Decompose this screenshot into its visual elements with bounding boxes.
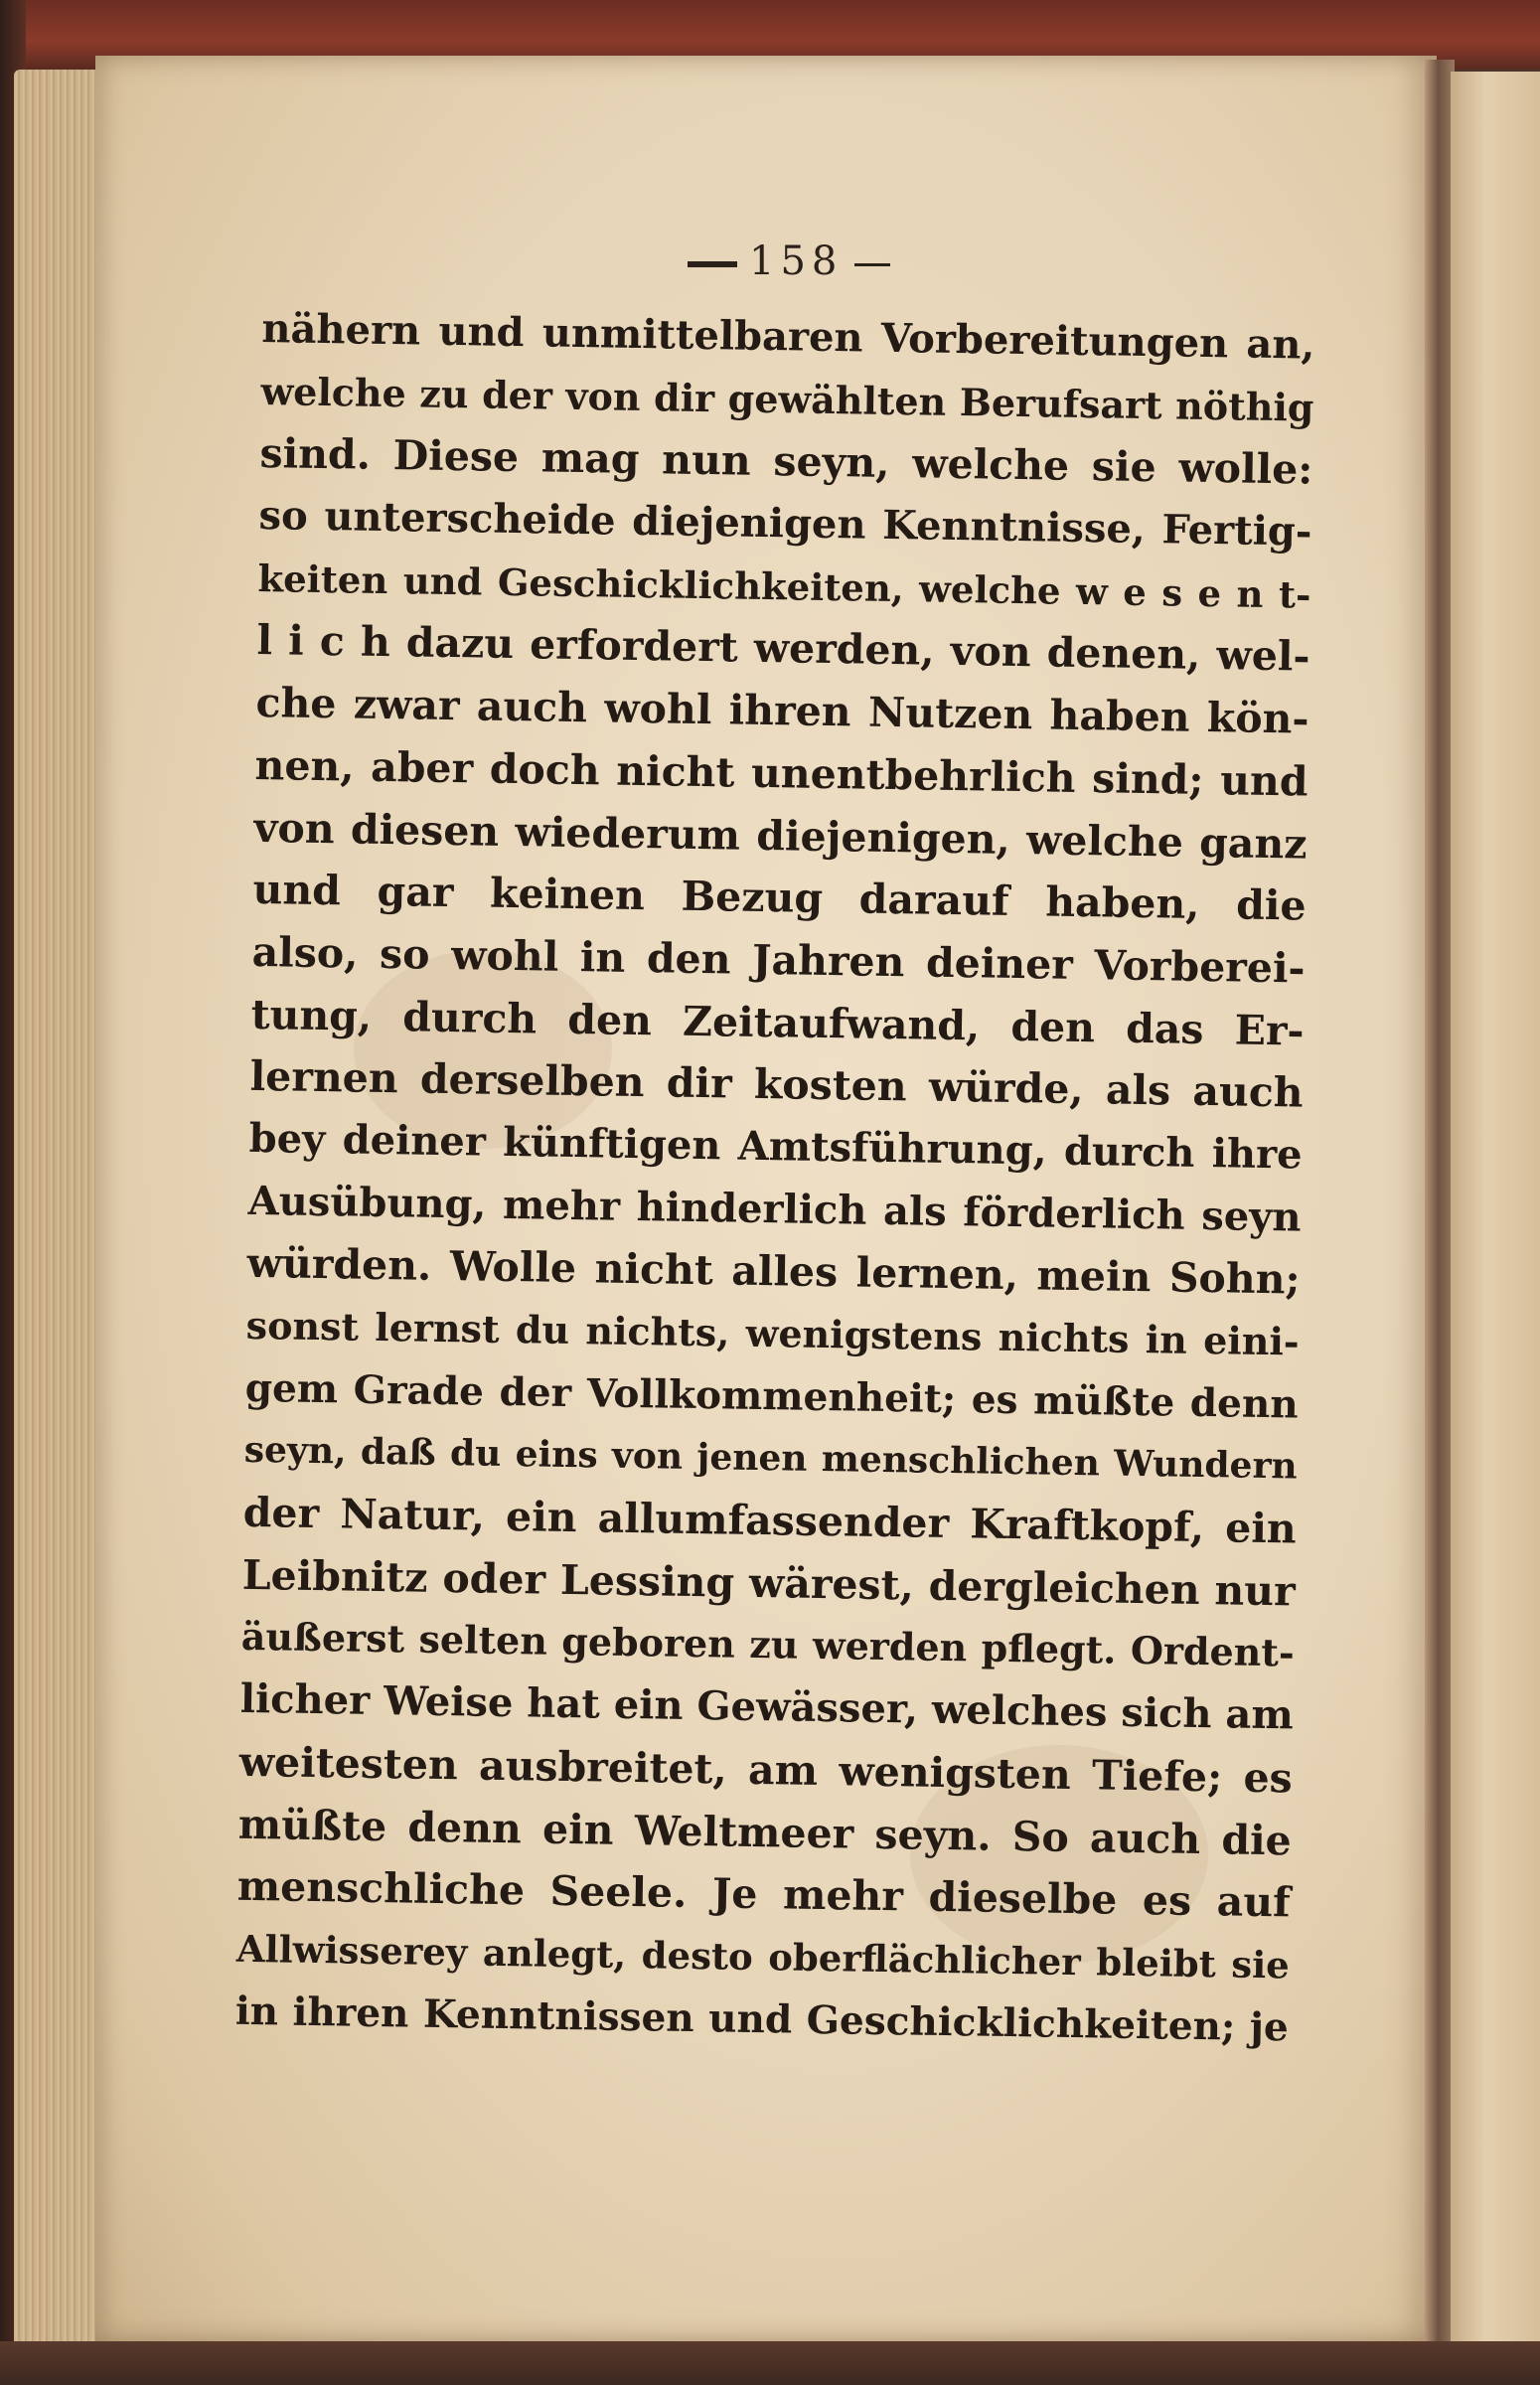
- text-line: nen, aber doch nicht unentbehrlich sind; und: [254, 740, 1309, 806]
- page-edges: [14, 70, 103, 2355]
- text-line: Ausübung, mehr hinderlich als förderlich seyn: [247, 1177, 1302, 1241]
- header-dash-left: [688, 261, 737, 267]
- text-line: welche zu der von dir gewählten Berufsart nöthig: [260, 368, 1314, 430]
- text-line: von diesen wiederum diejenigen, welche ganz: [253, 803, 1308, 869]
- book-cover-bottom: [0, 2341, 1540, 2385]
- text-line: sonst lernst du nichts, wenigstens nichts in eini-: [245, 1302, 1300, 1364]
- page-header: [676, 238, 974, 284]
- text-line: und gar keinen Bezug darauf haben, die: [252, 866, 1307, 930]
- header-dash-right: [854, 263, 890, 266]
- text-line: l i c h dazu erfordert werden, von denen, wel-: [256, 616, 1310, 682]
- text-line: in ihren Kenntnissen und Geschicklichkeiten; je: [234, 1988, 1290, 2050]
- text-line: also, so wohl in den Jahren deiner Vorberei-: [251, 927, 1306, 993]
- page-number: 158: [749, 238, 844, 284]
- text-line: nähern und unmittelbaren Vorbereitungen an,: [261, 304, 1315, 369]
- text-line: würden. Wolle nicht alles lernen, mein Sohn;: [246, 1239, 1301, 1304]
- text-line: gem Grade der Vollkommenheit; es müßte denn: [244, 1364, 1300, 1428]
- text-line: seyn, daß du eins von jenen menschlichen Wundern: [243, 1429, 1298, 1488]
- text-line: keiten und Geschicklichkeiten, welche w e s e n t-: [257, 556, 1311, 617]
- text-line: Leibnitz oder Lessing wärest, dergleichen nur: [241, 1550, 1297, 1616]
- text-line: che zwar auch wohl ihren Nutzen haben kön-: [255, 679, 1309, 743]
- text-line: äußerst selten geboren zu werden pflegt. Ordent-: [240, 1614, 1296, 1675]
- text-line: sind. Diese mag nun seyn, welche sie wolle:: [259, 429, 1313, 495]
- text-line: Allwisserey anlegt, desto oberflächlicher bleibt sie: [235, 1926, 1291, 1988]
- body-text: [234, 298, 1314, 2059]
- text-line: weitesten ausbreitet, am wenigsten Tiefe; es: [238, 1737, 1294, 1803]
- text-line: tung, durch den Zeitaufwand, den das Er-: [250, 990, 1305, 1055]
- next-page-edge: [1451, 72, 1540, 2347]
- text-line: bey deiner künftigen Amtsführung, durch ihre: [248, 1114, 1303, 1179]
- text-line: licher Weise hat ein Gewässer, welches sich am: [239, 1674, 1295, 1739]
- text-line: lernen derselben dir kosten würde, als auch: [249, 1052, 1304, 1117]
- text-line: müßte denn ein Weltmeer seyn. So auch die: [237, 1800, 1293, 1864]
- text-line: der Natur, ein allumfassender Kraftkopf, ein: [242, 1488, 1298, 1553]
- text-line: menschliche Seele. Je mehr dieselbe es auf: [236, 1861, 1292, 1927]
- text-line: so unterscheide diejenigen Kenntnisse, Fertig-: [258, 492, 1312, 556]
